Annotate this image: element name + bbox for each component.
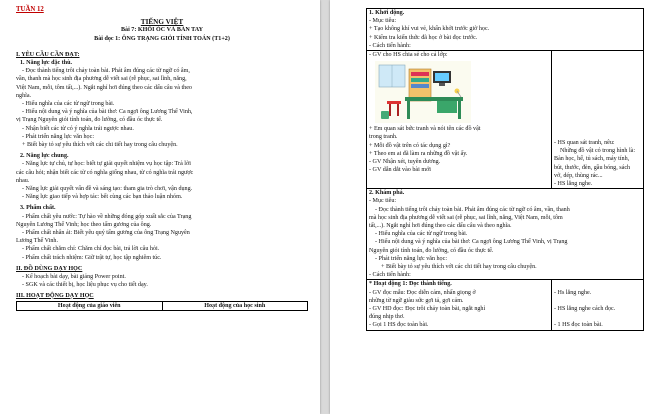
lines-specific [16,67,308,149]
text-line: + Theo em ai đã làm ra những đồ vật ấy. [369,150,468,157]
text-line: vị Trạng Nguyên giỏi tính toán, đo lường, có đầu óc thực tế. [16,117,163,124]
text-line: + Mỗi đồ vật trên có tác dụng gì? [369,142,451,149]
text-line: - Phát triển năng lực văn học: [22,133,95,140]
text-line: - Năng lực giao tiếp và hợp tác: bết cùng các bạn thảo luận nhóm. [22,194,183,201]
text-line: - Cách tiến hành: [369,42,411,49]
text-line: Những đồ vật có trong hình là: [560,148,636,155]
text-line: những từ ngữ giàu sức gợi tả, gợi cảm. [369,297,464,304]
text-line: + Tạo không khí vui vẻ, khấn khởi trước giờ học. [369,26,490,33]
text-line: vần, thanh mà học sinh địa phương dễ viết sai (rễ phục, sai lĩnh, năng, [16,76,187,83]
desk-picture-icon [375,61,471,123]
activity-1-title: * Hoạt động 1: Đọc thành tiếng. [369,281,452,288]
text-line: - Kế hoạch bài dạy, bài giảng Power point. [22,274,126,281]
text-line: - 1 HS đọc toàn bài. [554,322,603,329]
text-line: - GV HD đọc: Đọc trôi chảy toàn bài, ngắt nghỉ [369,306,486,313]
text-line: bút, thước, đèn, gầu bóng, sách [554,164,631,171]
text-line: - Phẩm chất nhân ái: Biết yêu quý tấm gương của ông Trạng Nguyên [22,230,190,237]
section-materials: II. ĐỒ DÙNG DẠY HỌC [16,265,83,272]
student-column-header: Hoạt động của học sinh [162,301,308,310]
subsection-general: 2. Năng lực chung. [20,153,69,160]
warmup-block [367,9,643,51]
text-line: - HS quan sát tranh, nêu: [554,140,615,147]
student-cell [552,280,643,329]
reading-activity-row [367,280,643,329]
text-line: - Mục tiêu: [369,198,397,205]
text-line: + Em quan sát bức tranh và nói tên các đồ vật [369,126,481,133]
text-line: - GV Nhận xét, tuyên dương. [369,159,441,166]
text-line: - Mục tiêu: [369,18,397,25]
text-line: Việt Nam, mỗi, tôm tất,...). Ngắt nghỉ hơi đúng theo các dấu câu và theo [16,84,192,91]
text-line: Bàn học, hế, tủ sách, máy tính, [554,156,630,163]
text-line: - Hiểu nghĩa của các từ ngữ trong bài. [22,101,115,108]
text-line: + Kiểm tra kiến thức đã học ở bài đọc trước. [369,34,478,41]
text-line: - Năng lực giải quyết vấn đề và sáng tạo: tham gia trò chơi, vận dụng. [22,186,193,193]
text-line: - HS lắng nghe. [554,181,593,188]
text-line: - Đọc thành tiếng trôi chảy toàn bài. Phát âm đúng các từ ngữ có âm, [22,68,190,75]
teacher-cell [367,280,552,329]
teacher-column-header: Hoạt động của giáo viên [17,301,163,310]
text-line: các câu hỏi; nhận biết các từ có nghĩa giống nhau, từ có nghĩa trái ngược [16,169,194,176]
text-line: - Đọc thành tiếng trôi chảy toàn bài. Phát âm đúng các từ ngữ có âm, vần, thanh [375,206,570,213]
study-desk-illustration [375,61,471,123]
text-line: - Phẩm chất chăm chỉ: Chăm chỉ đọc bài, trả lời câu hỏi. [22,246,160,253]
section-requirements: I. YÊU CẦU CẦN ĐẠT: [16,51,80,58]
text-line: - Hs lắng nghe. [554,289,592,296]
subsection-qualities: 3. Phẩm chất. [20,205,56,212]
student-cell [552,51,643,188]
text-line: - Phẩm chất yêu nước: Tự hào về những đóng góp xuất sắc của Trạng [22,213,192,220]
activities-table-header [16,301,308,311]
text-line: + Biết bày tỏ sự yêu thích với các chi tiết hay trong câu chuyện. [381,264,537,271]
teacher-cell [367,51,552,188]
section-activities: III. HOẠT ĐỘNG DẠY HỌC [16,292,94,299]
text-line: - Hiểu nội dung và ý nghĩa của bài thơ: Ca ngợi ông Lương Thế Vinh, vị Trạng [375,239,568,246]
text-line: - GV cho HS chia sẻ cho cả lớp: [369,52,448,59]
text-line: đúng nhịp thơ. [369,314,405,321]
lines-general [16,160,308,201]
lines-qualities [16,213,308,262]
text-line: - Năng lực tự chủ, tự học: biết tự giải quyết nhiệm vụ học tập: Trả lời [22,161,191,168]
text-line: Nguyên Lương Thế Vinh; học theo tấm gương của ông. [16,221,152,228]
text-line: - Cách tiến hành: [369,272,411,279]
subsection-specific: 1. Năng lực đặc thù. [20,60,73,67]
text-line: - Nhận biết các từ có ý nghĩa trái ngược nhau. [22,125,134,132]
explore-title: 2. Khám phá. [369,190,405,197]
subject-title: TIẾNG VIỆT [140,18,184,27]
text-line: - SGK và các thiết bị, học liệu phục vụ cho tiết dạy. [22,282,148,289]
text-line: trong tranh. [369,134,398,141]
text-line: mà học sinh địa phương dễ viết sai (rễ phục, sai lĩnh, năng, Việt Nam, mỗi, tôm [369,214,563,221]
document-page-1 [0,0,320,414]
text-line: Lương Thế Vinh. [16,238,58,245]
text-line: - Hiểu nội dung và ý nghĩa của bài thơ: Ca ngợi ông Lương Thế Vinh, [22,109,193,116]
text-line: - HS lắng nghe cách đọc. [554,306,616,313]
text-line: tất,...). Ngắt nghỉ hơi đúng theo các dấu câu và theo nghĩa. [369,223,512,230]
activities-table [366,8,644,331]
text-line: - Hiểu nghĩa của các từ ngữ trong bài. [375,231,468,238]
document-page-2 [330,0,650,414]
text-line: - GV đọc mẫu: Đọc diễn cảm, nhấn giọng ở [369,289,476,296]
text-line: - Phẩm chất trách nhiệm: Giữ trật tự, học tập nghiêm túc. [22,254,162,261]
text-line: + Biết bày tỏ sự yêu thích với các chi tiết hay trong câu chuyện. [22,142,178,149]
explore-block [367,189,643,280]
text-line: - Phát triển năng lực văn học: [375,255,448,262]
text-line: vở, dép, thùng rác... [554,172,603,179]
text-line: - Gọi 1 HS đọc toàn bài. [369,322,429,329]
text-line: Nguyên giỏi tính toán, đo lường, có đầu óc thực tế. [369,247,494,254]
warmup-title: 1. Khởi động. [369,10,405,16]
text-line: nghĩa. [16,92,32,99]
lesson-title: Bài 7: KHỐI ÓC VÀ BÀN TAY [120,27,204,34]
week-label: TUẦN 12 [16,6,44,13]
text-line: - GV dẫn dắt vào bài mới [369,167,432,174]
text-line: nhau. [16,177,30,184]
warmup-activity-row [367,51,643,189]
reading-title: Bài đọc 1: ÔNG TRẠNG GIỎI TÍNH TOÁN (T1+2) [94,35,230,42]
